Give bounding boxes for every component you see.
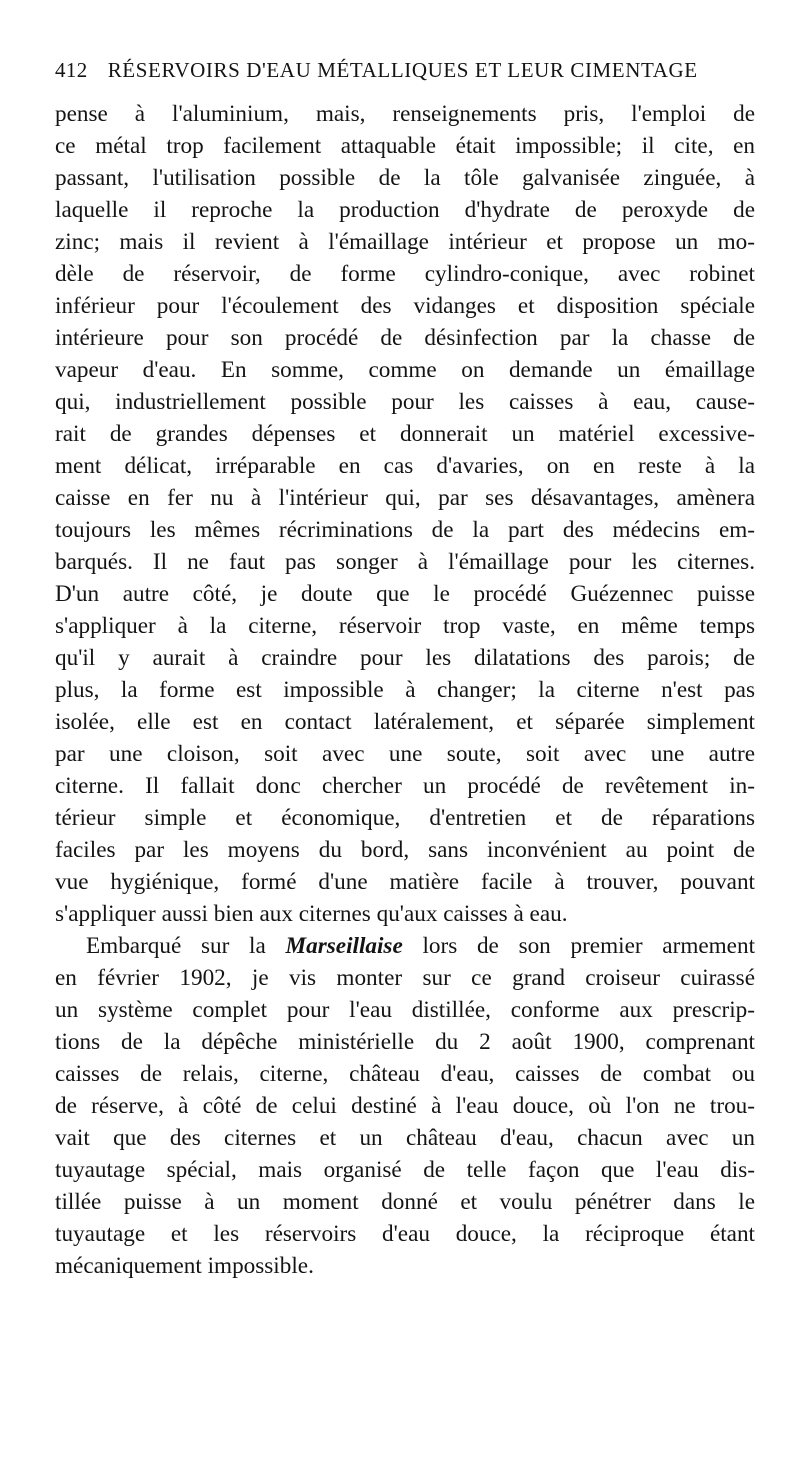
text-line: qu'il y aurait à craindre pour les dilatations des parois; de — [55, 645, 755, 671]
text-line: tuyautage et les réservoirs d'eau douce, la réciproque étant — [55, 1221, 755, 1247]
text-line: intérieure pour son procédé de désinfection par la chasse de — [55, 325, 755, 351]
book-page — [55, 58, 755, 1282]
text-line: tillée puisse à un moment donné et voulu pénétrer dans le — [55, 1189, 755, 1215]
text-line: inférieur pour l'écoulement des vidanges et disposition spéciale — [55, 293, 755, 319]
running-title: RÉSERVOIRS D'EAU MÉTALLIQUES ET LEUR CIMENTAGE — [107, 58, 698, 82]
text-line: vait que des citernes et un château d'eau, chacun avec un — [55, 1125, 755, 1151]
text-line: tuyautage spécial, mais organisé de telle façon que l'eau dis- — [55, 1157, 755, 1183]
text-line — [55, 930, 755, 962]
text-line: rait de grandes dépenses et donnerait un matériel excessive- — [55, 421, 755, 447]
text-line: toujours les mêmes récriminations de la part des médecins em- — [55, 517, 755, 543]
text-line: D'un autre côté, je doute que le procédé Guézennec puisse — [55, 581, 755, 607]
text-fragment: Embarqué sur la — [86, 933, 266, 959]
text-line: s'appliquer aussi bien aux citernes qu'aux caisses à eau. — [55, 901, 568, 927]
ship-name: Marseillaise — [285, 933, 403, 959]
running-head — [55, 58, 755, 98]
text-line: dèle de réservoir, de forme cylindro-conique, avec robinet — [55, 261, 755, 287]
text-line: caisses de relais, citerne, château d'eau, caisses de combat ou — [55, 1061, 755, 1087]
text-line: pense à l'aluminium, mais, renseignements pris, l'emploi de — [55, 101, 755, 127]
text-line: ce métal trop facilement attaquable était impossible; il cite, en — [55, 133, 755, 159]
text-line: vue hygiénique, formé d'une matière facile à trouver, pouvant — [55, 869, 755, 895]
text-line: faciles par les moyens du bord, sans inconvénient au point de — [55, 837, 755, 863]
text-line: vapeur d'eau. En somme, comme on demande un émaillage — [55, 357, 755, 383]
text-line: caisse en fer nu à l'intérieur qui, par ses désavantages, amènera — [55, 485, 755, 511]
text-line: laquelle il reproche la production d'hydrate de peroxyde de — [55, 197, 755, 223]
text-line: qui, industriellement possible pour les caisses à eau, cause- — [55, 389, 755, 415]
text-line: citerne. Il fallait donc chercher un procédé de revêtement in- — [55, 773, 755, 799]
text-line: s'appliquer à la citerne, réservoir trop vaste, en même temps — [55, 613, 755, 639]
text-line: un système complet pour l'eau distillée, conforme aux prescrip- — [55, 997, 755, 1023]
text-fragment: lors de son premier armement — [422, 933, 755, 959]
page-number: 412 — [55, 58, 88, 82]
text-line: isolée, elle est en contact latéralement, et séparée simplement — [55, 709, 755, 735]
text-line: en février 1902, je vis monter sur ce grand croiseur cuirassé — [55, 965, 755, 991]
text-line: térieur simple et économique, d'entretien et de réparations — [55, 805, 755, 831]
paragraph-1 — [55, 98, 755, 930]
text-line: ment délicat, irréparable en cas d'avaries, on en reste à la — [55, 453, 755, 479]
text-line: barqués. Il ne faut pas songer à l'émaillage pour les citernes. — [55, 549, 755, 575]
text-line: par une cloison, soit avec une soute, soit avec une autre — [55, 741, 755, 767]
paragraph-2 — [55, 930, 755, 1282]
text-line: tions de la dépêche ministérielle du 2 août 1900, comprenant — [55, 1029, 755, 1055]
text-line: zinc; mais il revient à l'émaillage intérieur et propose un mo- — [55, 229, 755, 255]
text-line: plus, la forme est impossible à changer; la citerne n'est pas — [55, 677, 755, 703]
text-line: de réserve, à côté de celui destiné à l'eau douce, où l'on ne trou- — [55, 1093, 755, 1119]
text-line: mécaniquement impossible. — [55, 1253, 314, 1279]
text-line: passant, l'utilisation possible de la tôle galvanisée zinguée, à — [55, 165, 755, 191]
